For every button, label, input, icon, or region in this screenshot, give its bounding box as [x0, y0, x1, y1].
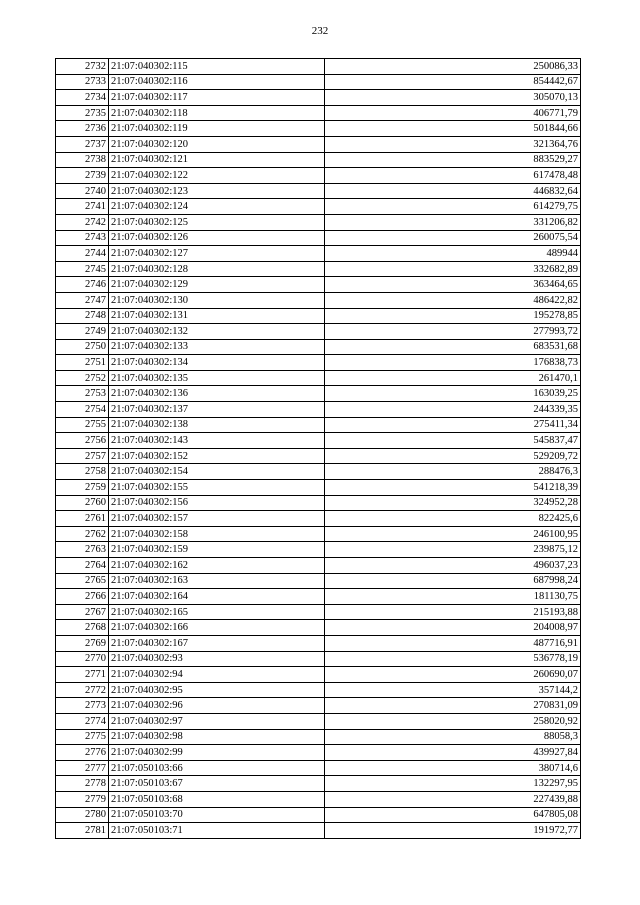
value-cell: 536778,19 — [325, 651, 581, 667]
cadastral-number-cell: 21:07:040302:99 — [109, 745, 325, 761]
table-row — [56, 402, 581, 418]
cadastral-number-cell: 21:07:050103:71 — [109, 823, 325, 839]
row-number-cell: 2774 — [56, 713, 109, 729]
value-cell: 331206,82 — [325, 214, 581, 230]
table-row — [56, 667, 581, 683]
row-number-cell: 2763 — [56, 542, 109, 558]
cadastral-number-cell: 21:07:040302:157 — [109, 511, 325, 527]
cadastral-number-cell: 21:07:050103:68 — [109, 791, 325, 807]
value-cell: 163039,25 — [325, 386, 581, 402]
table-row — [56, 261, 581, 277]
cadastral-number-cell: 21:07:040302:118 — [109, 105, 325, 121]
row-number-cell: 2768 — [56, 620, 109, 636]
page-number: 232 — [311, 25, 329, 37]
cadastral-number-cell: 21:07:040302:116 — [109, 74, 325, 90]
cadastral-number-cell: 21:07:040302:119 — [109, 121, 325, 137]
table-row — [56, 526, 581, 542]
value-cell: 246100,95 — [325, 526, 581, 542]
table-row — [56, 729, 581, 745]
row-number-cell: 2772 — [56, 682, 109, 698]
value-cell: 261470,1 — [325, 370, 581, 386]
value-cell: 305070,13 — [325, 90, 581, 106]
table-row — [56, 651, 581, 667]
value-cell: 501844,66 — [325, 121, 581, 137]
table-row — [56, 807, 581, 823]
row-number-cell: 2752 — [56, 370, 109, 386]
value-cell: 446832,64 — [325, 183, 581, 199]
value-cell: 239875,12 — [325, 542, 581, 558]
cadastral-number-cell: 21:07:040302:159 — [109, 542, 325, 558]
cadastral-number-cell: 21:07:040302:164 — [109, 589, 325, 605]
table-row — [56, 246, 581, 262]
value-cell: 529209,72 — [325, 448, 581, 464]
value-cell: 215193,88 — [325, 604, 581, 620]
cadastral-number-cell: 21:07:050103:70 — [109, 807, 325, 823]
row-number-cell: 2754 — [56, 402, 109, 418]
cadastral-number-cell: 21:07:040302:156 — [109, 495, 325, 511]
value-cell: 687998,24 — [325, 573, 581, 589]
value-cell: 357144,2 — [325, 682, 581, 698]
row-number-cell: 2769 — [56, 635, 109, 651]
row-number-cell: 2738 — [56, 152, 109, 168]
row-number-cell: 2737 — [56, 136, 109, 152]
row-number-cell: 2739 — [56, 168, 109, 184]
row-number-cell: 2773 — [56, 698, 109, 714]
table-row — [56, 791, 581, 807]
table-row — [56, 417, 581, 433]
cadastral-number-cell: 21:07:040302:143 — [109, 433, 325, 449]
cadastral-number-cell: 21:07:040302:167 — [109, 635, 325, 651]
cadastral-number-cell: 21:07:040302:132 — [109, 324, 325, 340]
value-cell: 489944 — [325, 246, 581, 262]
value-cell: 258020,92 — [325, 713, 581, 729]
cadastral-number-cell: 21:07:050103:67 — [109, 776, 325, 792]
cadastral-number-cell: 21:07:040302:121 — [109, 152, 325, 168]
row-number-cell: 2776 — [56, 745, 109, 761]
row-number-cell: 2755 — [56, 417, 109, 433]
value-cell: 260075,54 — [325, 230, 581, 246]
cadastral-number-cell: 21:07:040302:95 — [109, 682, 325, 698]
table-row — [56, 105, 581, 121]
row-number-cell: 2761 — [56, 511, 109, 527]
table-row — [56, 324, 581, 340]
value-cell: 88058,3 — [325, 729, 581, 745]
table-row — [56, 573, 581, 589]
value-cell: 614279,75 — [325, 199, 581, 215]
table-row — [56, 745, 581, 761]
row-number-cell: 2736 — [56, 121, 109, 137]
row-number-cell: 2770 — [56, 651, 109, 667]
row-number-cell: 2766 — [56, 589, 109, 605]
value-cell: 204008,97 — [325, 620, 581, 636]
row-number-cell: 2743 — [56, 230, 109, 246]
table-row — [56, 495, 581, 511]
value-cell: 277993,72 — [325, 324, 581, 340]
cadastral-number-cell: 21:07:040302:125 — [109, 214, 325, 230]
table-row — [56, 386, 581, 402]
table-row — [56, 183, 581, 199]
table-row — [56, 604, 581, 620]
table-row — [56, 90, 581, 106]
row-number-cell: 2781 — [56, 823, 109, 839]
table-row — [56, 136, 581, 152]
value-cell: 883529,27 — [325, 152, 581, 168]
value-cell: 487716,91 — [325, 635, 581, 651]
cadastral-number-cell: 21:07:040302:128 — [109, 261, 325, 277]
row-number-cell: 2748 — [56, 308, 109, 324]
cadastral-number-cell: 21:07:040302:129 — [109, 277, 325, 293]
value-cell: 647805,08 — [325, 807, 581, 823]
cadastral-number-cell: 21:07:040302:163 — [109, 573, 325, 589]
table-row — [56, 464, 581, 480]
table-row — [56, 230, 581, 246]
value-cell: 227439,88 — [325, 791, 581, 807]
value-cell: 854442,67 — [325, 74, 581, 90]
value-cell: 195278,85 — [325, 308, 581, 324]
value-cell: 324952,28 — [325, 495, 581, 511]
value-cell: 822425,6 — [325, 511, 581, 527]
table-row — [56, 823, 581, 839]
cadastral-number-cell: 21:07:040302:158 — [109, 526, 325, 542]
table-row — [56, 682, 581, 698]
value-cell: 288476,3 — [325, 464, 581, 480]
cadastral-number-cell: 21:07:040302:122 — [109, 168, 325, 184]
cadastral-value-table — [55, 58, 581, 839]
cadastral-number-cell: 21:07:040302:166 — [109, 620, 325, 636]
table-row — [56, 370, 581, 386]
value-cell: 321364,76 — [325, 136, 581, 152]
value-cell: 439927,84 — [325, 745, 581, 761]
row-number-cell: 2753 — [56, 386, 109, 402]
cadastral-number-cell: 21:07:040302:134 — [109, 355, 325, 371]
row-number-cell: 2760 — [56, 495, 109, 511]
value-cell: 496037,23 — [325, 558, 581, 574]
value-cell: 275411,34 — [325, 417, 581, 433]
cadastral-number-cell: 21:07:040302:97 — [109, 713, 325, 729]
cadastral-number-cell: 21:07:040302:165 — [109, 604, 325, 620]
table-row — [56, 542, 581, 558]
cadastral-number-cell: 21:07:040302:93 — [109, 651, 325, 667]
cadastral-number-cell: 21:07:050103:66 — [109, 760, 325, 776]
cadastral-number-cell: 21:07:040302:98 — [109, 729, 325, 745]
cadastral-number-cell: 21:07:040302:155 — [109, 480, 325, 496]
row-number-cell: 2765 — [56, 573, 109, 589]
row-number-cell: 2778 — [56, 776, 109, 792]
table-row — [56, 511, 581, 527]
table-row — [56, 199, 581, 215]
row-number-cell: 2750 — [56, 339, 109, 355]
table-row — [56, 74, 581, 90]
row-number-cell: 2777 — [56, 760, 109, 776]
cadastral-number-cell: 21:07:040302:138 — [109, 417, 325, 433]
row-number-cell: 2771 — [56, 667, 109, 683]
cadastral-number-cell: 21:07:040302:123 — [109, 183, 325, 199]
row-number-cell: 2780 — [56, 807, 109, 823]
value-cell: 176838,73 — [325, 355, 581, 371]
table-row — [56, 277, 581, 293]
value-cell: 541218,39 — [325, 480, 581, 496]
row-number-cell: 2744 — [56, 246, 109, 262]
row-number-cell: 2747 — [56, 292, 109, 308]
value-cell: 132297,95 — [325, 776, 581, 792]
value-cell: 380714,6 — [325, 760, 581, 776]
value-cell: 332682,89 — [325, 261, 581, 277]
table-row — [56, 121, 581, 137]
table-row — [56, 448, 581, 464]
row-number-cell: 2764 — [56, 558, 109, 574]
value-cell: 363464,65 — [325, 277, 581, 293]
table-row — [56, 480, 581, 496]
cadastral-number-cell: 21:07:040302:154 — [109, 464, 325, 480]
cadastral-number-cell: 21:07:040302:131 — [109, 308, 325, 324]
cadastral-number-cell: 21:07:040302:130 — [109, 292, 325, 308]
table-row — [56, 168, 581, 184]
table-row — [56, 355, 581, 371]
table-row — [56, 308, 581, 324]
table-body — [56, 59, 581, 839]
cadastral-number-cell: 21:07:040302:162 — [109, 558, 325, 574]
row-number-cell: 2740 — [56, 183, 109, 199]
cadastral-number-cell: 21:07:040302:135 — [109, 370, 325, 386]
table-row — [56, 433, 581, 449]
cadastral-number-cell: 21:07:040302:136 — [109, 386, 325, 402]
table-row — [56, 152, 581, 168]
cadastral-number-cell: 21:07:040302:115 — [109, 59, 325, 75]
cadastral-number-cell: 21:07:040302:126 — [109, 230, 325, 246]
table-row — [56, 292, 581, 308]
value-cell: 250086,33 — [325, 59, 581, 75]
table-row — [56, 698, 581, 714]
row-number-cell: 2749 — [56, 324, 109, 340]
value-cell: 244339,35 — [325, 402, 581, 418]
table-row — [56, 59, 581, 75]
row-number-cell: 2741 — [56, 199, 109, 215]
row-number-cell: 2758 — [56, 464, 109, 480]
table-row — [56, 589, 581, 605]
row-number-cell: 2756 — [56, 433, 109, 449]
value-cell: 260690,07 — [325, 667, 581, 683]
cadastral-number-cell: 21:07:040302:120 — [109, 136, 325, 152]
table-row — [56, 776, 581, 792]
value-cell: 191972,77 — [325, 823, 581, 839]
cadastral-number-cell: 21:07:040302:152 — [109, 448, 325, 464]
row-number-cell: 2759 — [56, 480, 109, 496]
value-cell: 683531,68 — [325, 339, 581, 355]
row-number-cell: 2735 — [56, 105, 109, 121]
cadastral-number-cell: 21:07:040302:124 — [109, 199, 325, 215]
row-number-cell: 2742 — [56, 214, 109, 230]
cadastral-number-cell: 21:07:040302:133 — [109, 339, 325, 355]
cadastral-number-cell: 21:07:040302:96 — [109, 698, 325, 714]
row-number-cell: 2732 — [56, 59, 109, 75]
table-row — [56, 713, 581, 729]
table-row — [56, 558, 581, 574]
cadastral-number-cell: 21:07:040302:94 — [109, 667, 325, 683]
value-cell: 270831,09 — [325, 698, 581, 714]
row-number-cell: 2775 — [56, 729, 109, 745]
row-number-cell: 2745 — [56, 261, 109, 277]
value-cell: 181130,75 — [325, 589, 581, 605]
row-number-cell: 2734 — [56, 90, 109, 106]
row-number-cell: 2767 — [56, 604, 109, 620]
table-row — [56, 620, 581, 636]
row-number-cell: 2746 — [56, 277, 109, 293]
table-row — [56, 339, 581, 355]
row-number-cell: 2751 — [56, 355, 109, 371]
row-number-cell: 2757 — [56, 448, 109, 464]
row-number-cell: 2733 — [56, 74, 109, 90]
cadastral-number-cell: 21:07:040302:137 — [109, 402, 325, 418]
table-row — [56, 214, 581, 230]
table-row — [56, 635, 581, 651]
value-cell: 486422,82 — [325, 292, 581, 308]
row-number-cell: 2779 — [56, 791, 109, 807]
cadastral-number-cell: 21:07:040302:127 — [109, 246, 325, 262]
value-cell: 617478,48 — [325, 168, 581, 184]
cadastral-number-cell: 21:07:040302:117 — [109, 90, 325, 106]
value-cell: 545837,47 — [325, 433, 581, 449]
value-cell: 406771,79 — [325, 105, 581, 121]
row-number-cell: 2762 — [56, 526, 109, 542]
table-row — [56, 760, 581, 776]
